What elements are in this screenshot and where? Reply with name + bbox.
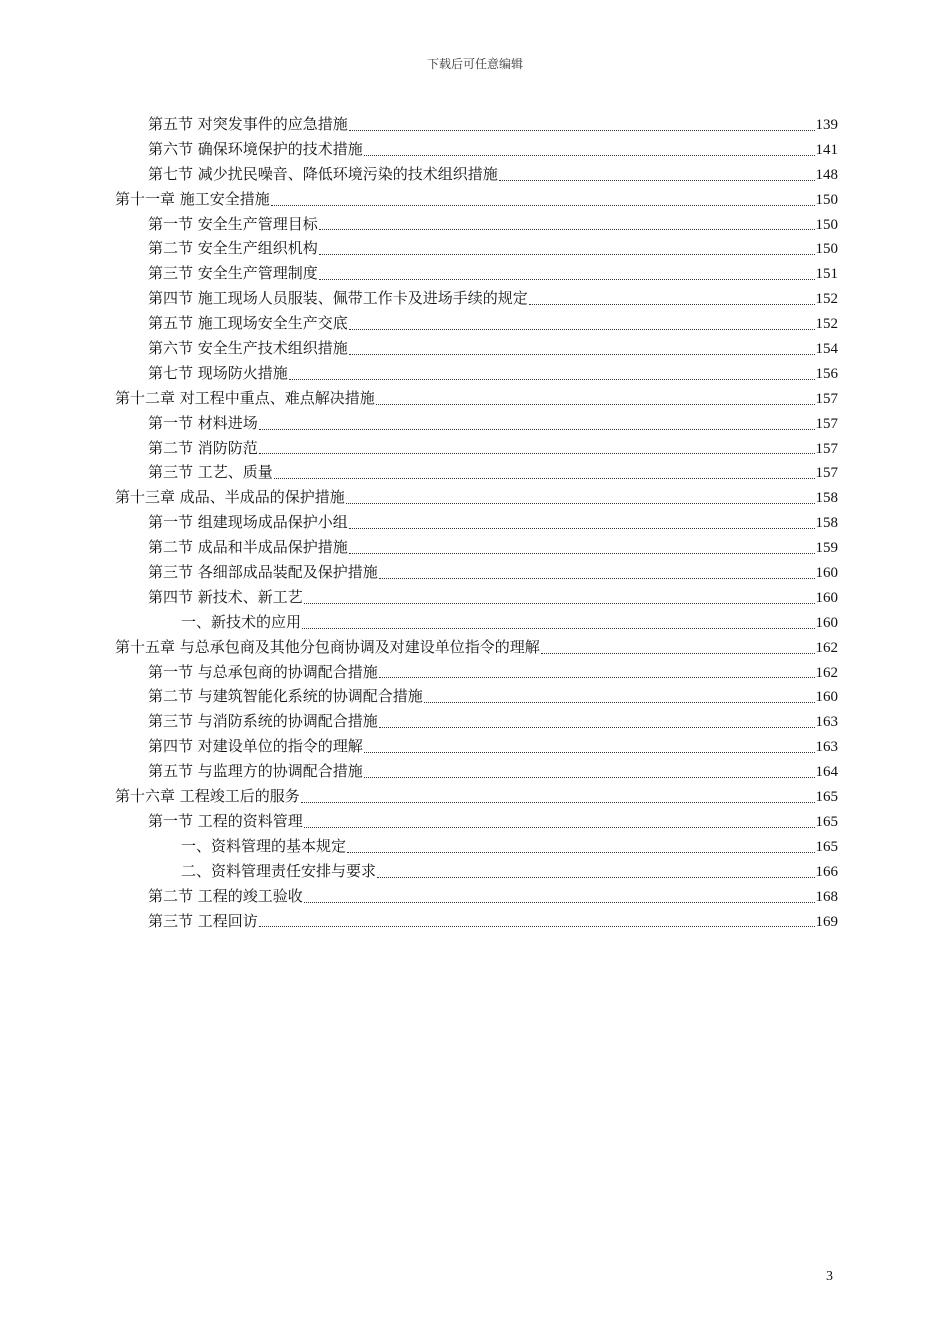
toc-dot-leader xyxy=(347,851,814,853)
toc-dot-leader xyxy=(271,204,815,206)
toc-dot-leader xyxy=(304,826,815,828)
toc-dot-leader xyxy=(302,627,814,629)
toc-entry[interactable] xyxy=(115,660,838,685)
toc-entry-title: 第一节 安全生产管理目标 xyxy=(148,214,318,233)
toc-dot-leader xyxy=(541,652,815,654)
toc-entry-title: 第二节 成品和半成品保护措施 xyxy=(148,538,348,557)
toc-entry-title: 第一节 组建现场成品保护小组 xyxy=(148,513,348,532)
toc-entry-title: 第五节 对突发事件的应急措施 xyxy=(148,115,348,133)
toc-entry-page: 157 xyxy=(815,390,838,407)
toc-entry-title: 第三节 工程回访 xyxy=(148,911,258,930)
toc-dot-leader xyxy=(364,154,815,156)
toc-entry-page: 160 xyxy=(815,689,838,706)
toc-dot-leader xyxy=(349,527,815,529)
toc-entry[interactable] xyxy=(115,311,838,336)
toc-entry[interactable] xyxy=(115,909,838,934)
toc-dot-leader xyxy=(301,801,815,803)
toc-entry-title: 第三节 工艺、质量 xyxy=(148,463,273,482)
toc-dot-leader xyxy=(259,428,815,430)
toc-entry-page: 150 xyxy=(815,241,838,258)
toc-dot-leader xyxy=(319,278,815,280)
toc-dot-leader xyxy=(364,751,815,753)
table-of-contents xyxy=(115,112,838,933)
toc-entry-page: 169 xyxy=(815,913,838,930)
toc-entry[interactable] xyxy=(115,709,838,734)
toc-entry-title: 第一节 工程的资料管理 xyxy=(148,811,303,830)
toc-dot-leader xyxy=(346,502,815,504)
toc-entry-page: 160 xyxy=(815,589,838,606)
toc-entry-title: 第二节 安全生产组织机构 xyxy=(148,239,318,258)
toc-entry-page: 168 xyxy=(815,888,838,905)
toc-dot-leader xyxy=(259,452,815,454)
toc-entry[interactable] xyxy=(115,859,838,884)
toc-dot-leader xyxy=(529,303,815,305)
toc-entry[interactable] xyxy=(115,610,838,635)
toc-entry-title: 第二节 消防防范 xyxy=(148,438,258,457)
toc-entry[interactable] xyxy=(115,585,838,610)
toc-entry[interactable] xyxy=(115,684,838,709)
toc-dot-leader xyxy=(274,477,815,479)
toc-entry-title: 第十二章 对工程中重点、难点解决措施 xyxy=(115,388,375,407)
toc-entry[interactable] xyxy=(115,187,838,212)
toc-entry[interactable] xyxy=(115,361,838,386)
toc-entry-page: 165 xyxy=(815,838,838,855)
toc-entry[interactable] xyxy=(115,485,838,510)
toc-entry[interactable] xyxy=(115,336,838,361)
toc-entry-page: 152 xyxy=(815,291,838,308)
toc-entry[interactable] xyxy=(115,411,838,436)
toc-entry-title: 第七节 现场防火措施 xyxy=(148,363,288,382)
toc-dot-leader xyxy=(379,577,815,579)
toc-dot-leader xyxy=(349,129,815,131)
toc-entry-title: 第三节 与消防系统的协调配合措施 xyxy=(148,712,378,731)
toc-dot-leader xyxy=(377,876,814,878)
toc-entry[interactable] xyxy=(115,436,838,461)
toc-entry-page: 164 xyxy=(815,764,838,781)
toc-entry-page: 160 xyxy=(815,565,838,582)
toc-entry-page: 158 xyxy=(815,515,838,532)
toc-entry[interactable] xyxy=(115,560,838,585)
toc-entry-page: 152 xyxy=(815,316,838,333)
toc-entry[interactable] xyxy=(115,535,838,560)
toc-dot-leader xyxy=(349,552,815,554)
toc-entry-page: 158 xyxy=(815,490,838,507)
toc-entry-title: 第四节 施工现场人员服装、佩带工作卡及进场手续的规定 xyxy=(148,289,528,308)
toc-entry-title: 第七节 减少扰民噪音、降低环境污染的技术组织措施 xyxy=(148,164,498,183)
toc-dot-leader xyxy=(304,901,815,903)
toc-entry-page: 148 xyxy=(815,166,838,183)
toc-dot-leader xyxy=(376,403,815,405)
toc-dot-leader xyxy=(319,228,815,230)
toc-dot-leader xyxy=(289,378,815,380)
toc-entry-title: 第一节 材料进场 xyxy=(148,413,258,432)
toc-entry-page: 157 xyxy=(815,440,838,457)
toc-entry-title: 第三节 各细部成品装配及保护措施 xyxy=(148,563,378,582)
toc-entry-title: 第十三章 成品、半成品的保护措施 xyxy=(115,488,345,507)
toc-entry[interactable] xyxy=(115,112,838,137)
toc-entry-page: 141 xyxy=(815,141,838,158)
toc-entry-page: 154 xyxy=(815,341,838,358)
toc-dot-leader xyxy=(349,328,815,330)
toc-dot-leader xyxy=(379,726,815,728)
toc-entry-title: 第四节 新技术、新工艺 xyxy=(148,587,303,606)
toc-dot-leader xyxy=(364,776,815,778)
toc-entry[interactable] xyxy=(115,759,838,784)
toc-dot-leader xyxy=(424,701,815,703)
toc-entry-page: 163 xyxy=(815,714,838,731)
toc-dot-leader xyxy=(304,602,815,604)
toc-entry[interactable] xyxy=(115,261,838,286)
toc-entry-page: 160 xyxy=(815,614,838,631)
toc-entry[interactable] xyxy=(115,734,838,759)
toc-dot-leader xyxy=(499,179,815,181)
toc-entry-page: 139 xyxy=(815,117,838,133)
toc-entry-page: 166 xyxy=(815,863,838,880)
toc-entry[interactable] xyxy=(115,460,838,485)
toc-entry-page: 163 xyxy=(815,739,838,756)
toc-entry[interactable] xyxy=(115,510,838,535)
toc-entry[interactable] xyxy=(115,236,838,261)
toc-entry[interactable] xyxy=(115,137,838,162)
toc-entry-title: 第六节 确保环境保护的技术措施 xyxy=(148,139,363,158)
toc-entry-page: 165 xyxy=(815,789,838,806)
toc-entry-title: 第二节 工程的竣工验收 xyxy=(148,886,303,905)
toc-entry[interactable] xyxy=(115,809,838,834)
toc-entry-page: 156 xyxy=(815,365,838,382)
toc-entry-title: 第一节 与总承包商的协调配合措施 xyxy=(148,662,378,681)
toc-entry-title: 第二节 与建筑智能化系统的协调配合措施 xyxy=(148,687,423,706)
toc-entry[interactable] xyxy=(115,884,838,909)
page-number: 3 xyxy=(826,1269,833,1284)
toc-entry-page: 165 xyxy=(815,813,838,830)
toc-entry-title: 第三节 安全生产管理制度 xyxy=(148,264,318,283)
toc-entry-title: 一、资料管理的基本规定 xyxy=(181,836,347,855)
toc-entry-title: 第十一章 施工安全措施 xyxy=(115,189,270,208)
toc-entry[interactable] xyxy=(115,834,838,859)
toc-dot-leader xyxy=(379,676,815,678)
toc-dot-leader xyxy=(259,925,815,927)
toc-entry-title: 第十六章 工程竣工后的服务 xyxy=(115,787,300,806)
toc-entry-page: 157 xyxy=(815,465,838,482)
page-header: 下载后可任意编辑 xyxy=(426,57,523,71)
toc-entry[interactable] xyxy=(115,784,838,809)
toc-entry-page: 162 xyxy=(815,639,838,656)
toc-entry-page: 150 xyxy=(815,216,838,233)
toc-entry-title: 第五节 施工现场安全生产交底 xyxy=(148,314,348,333)
toc-entry-page: 150 xyxy=(815,191,838,208)
toc-entry-title: 第五节 与监理方的协调配合措施 xyxy=(148,762,363,781)
toc-entry-title: 第十五章 与总承包商及其他分包商协调及对建设单位指令的理解 xyxy=(115,637,540,656)
toc-entry-title: 第四节 对建设单位的指令的理解 xyxy=(148,737,363,756)
toc-entry-page: 162 xyxy=(815,664,838,681)
toc-entry[interactable] xyxy=(115,162,838,187)
toc-entry-title: 二、资料管理责任安排与要求 xyxy=(181,861,377,880)
toc-entry[interactable] xyxy=(115,286,838,311)
toc-entry[interactable] xyxy=(115,386,838,411)
toc-entry-title: 第六节 安全生产技术组织措施 xyxy=(148,339,348,358)
toc-entry[interactable] xyxy=(115,635,838,660)
toc-entry-title: 一、新技术的应用 xyxy=(181,612,302,631)
toc-entry-page: 151 xyxy=(815,266,838,283)
toc-entry[interactable] xyxy=(115,212,838,237)
toc-dot-leader xyxy=(319,253,815,255)
toc-entry-page: 159 xyxy=(815,540,838,557)
toc-dot-leader xyxy=(349,353,815,355)
toc-entry-page: 157 xyxy=(815,415,838,432)
